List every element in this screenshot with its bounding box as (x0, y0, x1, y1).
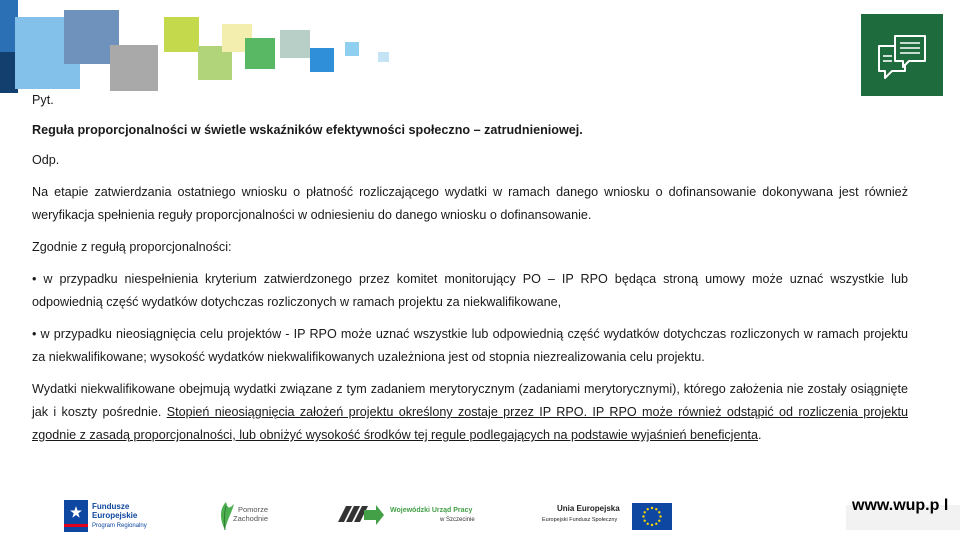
bullet-item: • w przypadku niespełnienia kryterium zatwierdzonego przez komitet monitorujący PO – IP RPO będąca stroną umowy może uznać wszystkie lub odpowiednią część wydatków dotychczas rozliczonych w ramach projektu za niekwalifikowane, (32, 272, 908, 309)
closing-period: . (757, 428, 762, 442)
chat-icon-box (861, 14, 943, 96)
website-url[interactable] (852, 496, 956, 516)
rule-intro: Zgodnie z regułą proporcjonalności: (32, 240, 232, 254)
pomorze-line2: Zachodnie (233, 514, 269, 523)
question-label: Pyt. (32, 93, 54, 107)
deco-square (245, 38, 275, 69)
closing-paragraph (32, 378, 908, 447)
closing-underlined-text: Stopień nieosiągnięcia założeń projektu określony zostaje przez IP RPO. IP RPO może również odstąpić od rozliczenia projektu zgodnie z zasadą proporcjonalności, lub obniżyć wysokość środków tej regule podlegających na podstawie wyjaśnień beneficjenta (32, 405, 909, 442)
bullet-item: • w przypadku nieosiągnięcia celu projektów - IP RPO może uznać wszystkie lub odpowiednią część wydatków dotychczas rozliczonych w ramach projektu za niekwalifikowane; wysokość wydatków niekwalifikowanych uzależniona jest od stopnia niezrealizowania celu projektu. (32, 327, 908, 364)
answer-paragraph: Na etapie zatwierdzania ostatniego wniosku o płatność rozliczającego wydatki w ramach danego wniosku o dofinansowanie dokonywana jest również weryfikacja spełnienia reguły proporcjonalności w odniesieniu do danego wniosku o dofinansowanie. (32, 185, 908, 222)
eu-line2: Europejski Fundusz Społeczny (542, 517, 618, 523)
eu-line1: Unia Europejska (557, 504, 620, 513)
eu-flag-logo (632, 503, 672, 530)
deco-square (164, 17, 199, 52)
answer-label: Odp. (32, 153, 60, 167)
fundusze-europejskie-logo (64, 500, 88, 532)
footer-logos (0, 494, 960, 540)
website-url-text: www.wup.p l (852, 497, 949, 514)
deco-square (345, 42, 359, 56)
deco-square (280, 30, 310, 58)
question-title: Reguła proporcjonalności w świetle wskaźników efektywności społeczno – zatrudnieniowej. (32, 123, 583, 137)
deco-square (110, 45, 158, 91)
fundusze-line2: Europejskie (92, 511, 138, 520)
chat-bubbles-icon (861, 14, 943, 96)
wup-logo (338, 502, 384, 528)
pomorze-line1: Pomorze (238, 505, 269, 514)
fundusze-line3: Program Regionalny (92, 523, 147, 529)
deco-square (378, 52, 389, 62)
wup-line2: w Szczecinie (440, 517, 475, 523)
wup-line1: Wojewódzki Urząd Pracy (390, 507, 473, 514)
deco-square (310, 48, 334, 72)
closing-text: Wydatki niekwalifikowane obejmują wydatki związane z tym zadaniem merytorycznym (zadaniami merytorycznymi), którego założenia nie zostały osiągnięte jak i koszty pośrednie. (32, 382, 908, 419)
fundusze-line1: Fundusze (92, 502, 130, 511)
main-content (32, 93, 908, 447)
